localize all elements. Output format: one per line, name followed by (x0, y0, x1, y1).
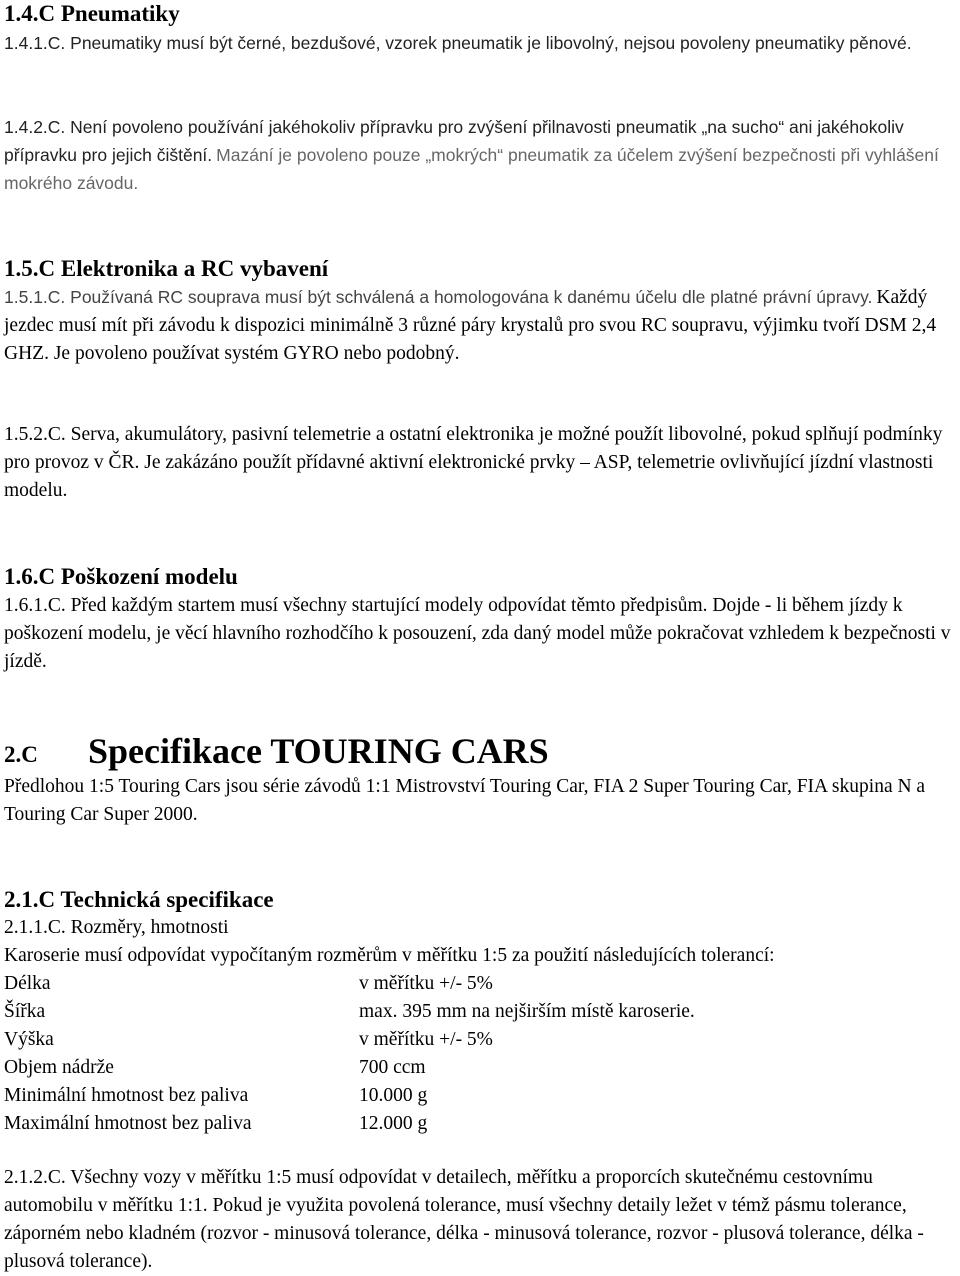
paragraph-1-4-1: 1.4.1.C. Pneumatiky musí být černé, bezdušové, vzorek pneumatik je libovolný, nejsou povoleny pneumatiky pěnové. (4, 33, 912, 53)
paragraph-1-5-1-part-b: Každý jezdec musí mít při závodu k dispozici minimálně 3 různé páry krystalů pro svou RC soupravu, výjimku tvoří DSM 2,4 GHZ. Je povoleno používat systém GYRO nebo podobný. (4, 287, 937, 364)
specs-table (4, 970, 956, 1138)
spec-row (4, 1110, 956, 1138)
spec-value: 10.000 g (359, 1085, 428, 1106)
spec-name: Maximální hmotnost bez paliva (4, 1113, 252, 1134)
section-heading-damage: 1.6.C Poškození modelu (4, 564, 238, 589)
spec-row (4, 998, 956, 1026)
spec-row (4, 1054, 956, 1082)
chapter-heading (4, 729, 956, 773)
spec-value: 12.000 g (359, 1113, 428, 1134)
spec-name: Objem nádrže (4, 1057, 114, 1078)
paragraph-1-6-1: 1.6.1.C. Před každým startem musí všechny startující modely odpovídat těmto předpisům. Dojde - li během jízdy k poškození modelu, je věcí hlavního rozhodčího k posouzení, zda daný model může pokračovat vzhledem k bezpečnosti v jízdě. (4, 595, 951, 672)
spec-value: max. 395 mm na nejširším místě karoserie. (359, 1001, 695, 1022)
spec-value: v měřítku +/- 5% (359, 973, 493, 994)
spec-row (4, 1082, 956, 1110)
spec-row (4, 1026, 956, 1054)
spec-name: Výška (4, 1029, 54, 1050)
section-heading-technical: 2.1.C Technická specifikace (4, 887, 274, 912)
subsection-heading-dimensions: 2.1.1.C. Rozměry, hmotnosti (4, 917, 229, 938)
paragraph-2-1-2: 2.1.2.C. Všechny vozy v měřítku 1:5 musí odpovídat v detailech, měřítku a proporcích skutečnému cestovnímu automobilu v měřítku 1:1. Pokud je využita povolená tolerance, musí všechny detaily ležet v témž pásmu tolerance, záporném nebo kladném (rozvor - minusová tolerance, délka - minusová tolerance, rozvor - plusová tolerance, délka - plusová tolerance). (4, 1167, 924, 1272)
chapter-number: 2.C (4, 742, 38, 767)
chapter-intro: Předlohou 1:5 Touring Cars jsou série závodů 1:1 Mistrovství Touring Car, FIA 2 Super Touring Car, FIA skupina N a Touring Car Super 2000. (4, 776, 926, 825)
spec-name: Délka (4, 973, 51, 994)
paragraph-1-5-1 (4, 283, 956, 368)
spec-value: v měřítku +/- 5% (359, 1029, 493, 1050)
paragraph-1-4-2-part-a: 1.4.2.C. Není povoleno používání jakéhokoliv přípravku pro zvýšení přilnavosti pneumatik „na sucho“ ani jakéhokoliv přípravku pro jejich čištění. (4, 117, 904, 165)
spec-row (4, 970, 956, 998)
spec-value: 700 ccm (359, 1057, 426, 1078)
chapter-title: Specifikace TOURING CARS (88, 731, 549, 771)
dimensions-intro: Karoserie musí odpovídat vypočítaným rozměrům v měřítku 1:5 za použití následujících tolerancí: (4, 945, 775, 966)
section-heading-electronics: 1.5.C Elektronika a RC vybavení (4, 256, 329, 281)
paragraph-1-4-2 (4, 113, 956, 197)
spec-name: Minimální hmotnost bez paliva (4, 1085, 249, 1106)
paragraph-1-5-2: 1.5.2.C. Serva, akumulátory, pasivní telemetrie a ostatní elektronika je možné použít libovolné, pokud splňují podmínky pro provoz v ČR. Je zakázáno použít přídavné aktivní elektronické prvky – ASP, telemetrie ovlivňující jízdní vlastnosti modelu. (4, 424, 943, 501)
section-heading-tyres: 1.4.C Pneumatiky (4, 1, 180, 26)
paragraph-1-5-1-part-a: 1.5.1.C. Používaná RC souprava musí být schválená a homologována k danému účelu dle platné právní úpravy. (4, 287, 873, 307)
paragraph-1-4-2-part-b: Mazání je povoleno pouze „mokrých“ pneumatik za účelem zvýšení bezpečnosti při vyhlášení mokrého závodu. (4, 145, 939, 193)
spec-name: Šířka (4, 1001, 46, 1022)
